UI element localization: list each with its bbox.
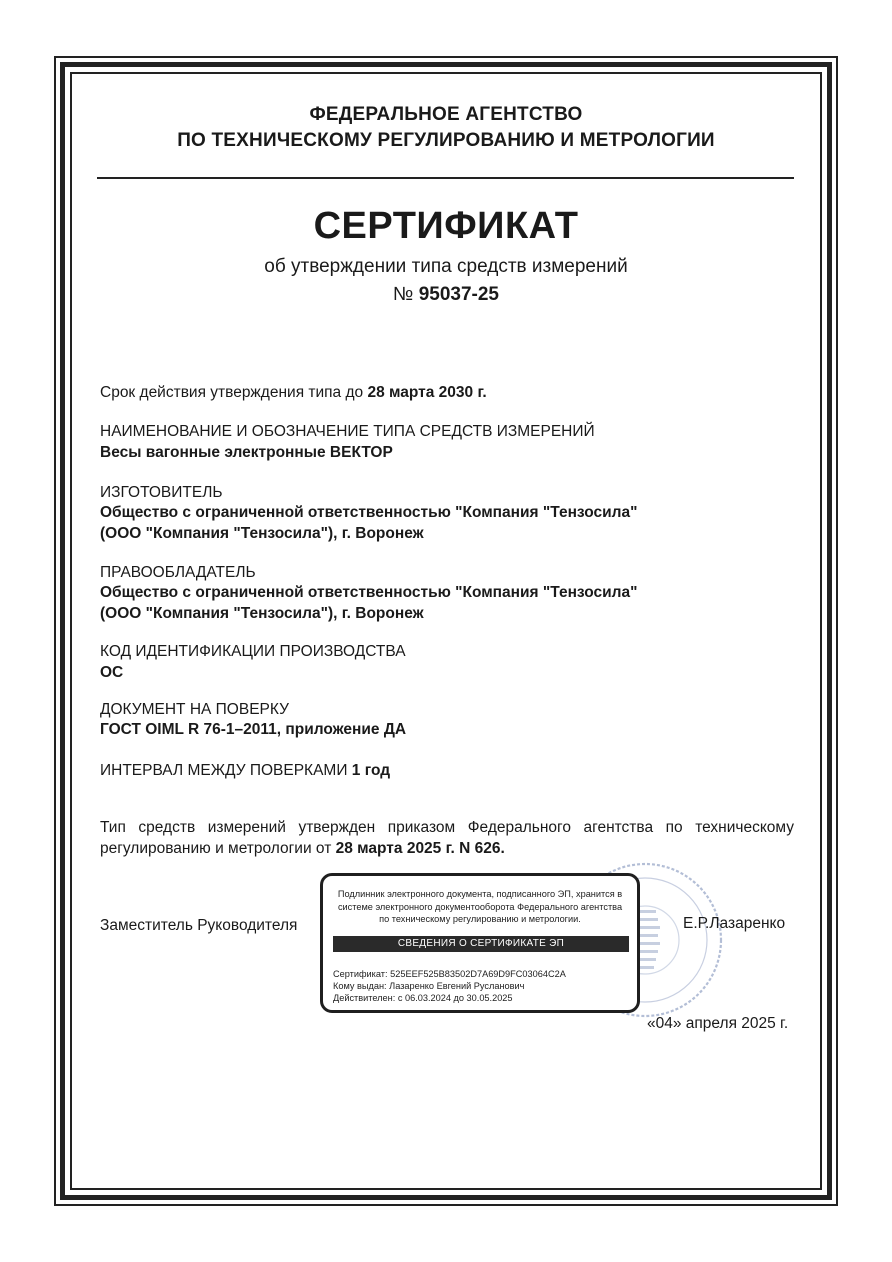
certificate-title: СЕРТИФИКАТ [313, 205, 579, 247]
name-value: Весы вагонные электронные ВЕКТОР [100, 444, 393, 461]
number-prefix: № [393, 284, 414, 305]
interval [100, 762, 390, 780]
holder-value-1: Общество с ограниченной ответственностью "Компания "Тензосила" [100, 584, 638, 601]
production-code-value: ОС [100, 664, 124, 681]
manufacturer-label: ИЗГОТОВИТЕЛЬ [100, 484, 223, 501]
e-signature-owner: Кому выдан: Лазаренко Евгений Русланович [333, 981, 525, 991]
validity [100, 384, 487, 402]
verification-doc-value: ГОСТ OIML R 76-1–2011, приложение ДА [100, 721, 407, 738]
header-divider [97, 177, 794, 179]
signer-name: Е.Р.Лазаренко [683, 915, 786, 932]
e-signature-panel [320, 873, 640, 1013]
interval-label: ИНТЕРВАЛ МЕЖДУ ПОВЕРКАМИ [100, 762, 348, 779]
name-label: НАИМЕНОВАНИЕ И ОБОЗНАЧЕНИЕ ТИПА СРЕДСТВ ИЗМЕРЕНИЙ [100, 423, 595, 440]
verification-doc-label: ДОКУМЕНТ НА ПОВЕРКУ [100, 701, 289, 718]
number-value: 95037-25 [418, 284, 499, 305]
approval-text: Тип средств измерений утвержден приказом Федерального агентства по техническому регулированию и метрологии от [100, 819, 794, 857]
signer-position: Заместитель Руководителя [100, 917, 298, 934]
manufacturer-value-2: (ООО "Компания "Тензосила"), г. Воронеж [100, 525, 424, 542]
approval-order: 28 марта 2025 г. N 626. [335, 840, 505, 857]
holder-label: ПРАВООБЛАДАТЕЛЬ [100, 564, 256, 581]
validity-label: Срок действия утверждения типа до [100, 384, 364, 401]
interval-value: 1 год [351, 762, 391, 779]
e-signature-bar: СВЕДЕНИЯ О СЕРТИФИКАТЕ ЭП [333, 936, 629, 952]
validity-value: 28 марта 2030 г. [367, 384, 487, 401]
e-signature-header: Подлинник электронного документа, подписанного ЭП, хранится в системе электронного документооборота Федерального агентства по техническому регулированию и метрологии. [337, 889, 623, 924]
holder-value-2: (ООО "Компания "Тензосила"), г. Воронеж [100, 605, 424, 622]
certificate-number [100, 284, 792, 306]
issue-date: «04» апреля 2025 г. [647, 1015, 789, 1032]
e-signature-validity: Действителен: с 06.03.2024 до 30.05.2025 [333, 993, 513, 1003]
agency-line-1: ФЕДЕРАЛЬНОЕ АГЕНТСТВО [309, 104, 583, 125]
e-signature-cert: Сертификат: 525EEF525B83502D7A69D9FC03064C2A [333, 969, 566, 979]
certificate-subtitle: об утверждении типа средств измерений [264, 256, 628, 277]
manufacturer-value-1: Общество с ограниченной ответственностью "Компания "Тензосила" [100, 504, 638, 521]
production-code-label: КОД ИДЕНТИФИКАЦИИ ПРОИЗВОДСТВА [100, 643, 406, 660]
agency-line-2: ПО ТЕХНИЧЕСКОМУ РЕГУЛИРОВАНИЮ И МЕТРОЛОГИИ [177, 130, 715, 151]
approval-paragraph [100, 817, 794, 859]
